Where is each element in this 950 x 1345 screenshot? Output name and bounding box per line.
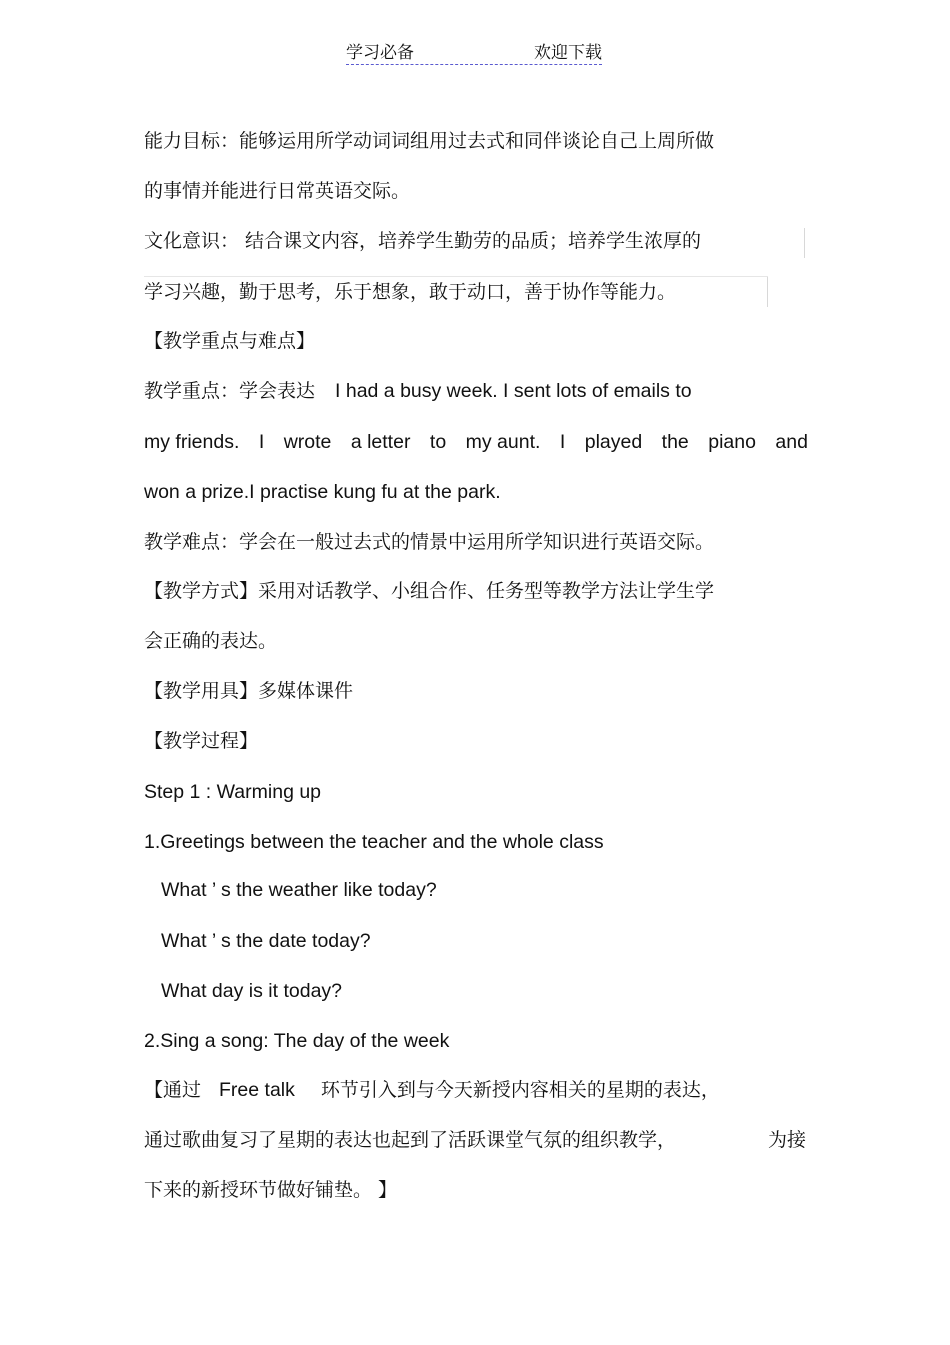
margin-rule xyxy=(804,228,805,258)
key-point-english: I had a busy week. I sent lots of emails to xyxy=(335,380,692,402)
page-header xyxy=(346,42,602,65)
key-point-line-2 xyxy=(144,429,808,455)
word: the xyxy=(661,431,689,453)
key-point-label: 教学重点：学会表达 xyxy=(144,380,316,402)
ability-goal-line-2: 的事情并能进行日常英语交际。 xyxy=(144,180,411,202)
note-open: 【通过 xyxy=(144,1079,202,1101)
note-line-3: 下来的新授环节做好铺垫。 】 xyxy=(144,1179,398,1201)
note-text: 环节引入到与今天新授内容相关的星期的表达， xyxy=(320,1079,720,1101)
difficulty-line: 教学难点：学会在一般过去式的情景中运用所学知识进行英语交际。 xyxy=(144,531,715,553)
tools-line: 【教学用具】多媒体课件 xyxy=(144,680,354,702)
margin-rule xyxy=(144,276,768,277)
margin-rule xyxy=(767,277,768,307)
header-left-text: 学习必备 xyxy=(346,43,414,63)
question-day: What day is it today? xyxy=(161,980,343,1002)
note-text: 为接 xyxy=(767,1129,806,1151)
ability-goal-line-1: 能力目标：能够运用所学动词词组用过去式和同伴谈论自己上周所做 xyxy=(144,130,715,152)
note-free-talk: Free talk xyxy=(219,1079,295,1101)
process-heading: 【教学过程】 xyxy=(144,730,259,752)
note-line-2 xyxy=(144,1127,806,1153)
word: played xyxy=(584,431,643,453)
key-point-line-3: won a prize.I practise kung fu at the park. xyxy=(144,481,501,503)
word: and xyxy=(775,431,808,453)
word: wrote xyxy=(283,431,332,453)
key-point-line-1 xyxy=(144,378,692,404)
word: I xyxy=(559,431,566,453)
culture-goal-line-1: 文化意识： 结合课文内容，培养学生勤劳的品质；培养学生浓厚的 xyxy=(144,230,702,252)
word: I xyxy=(258,431,265,453)
word: my aunt. xyxy=(465,431,541,453)
culture-goal-line-2: 学习兴趣，勤于思考，乐于想象，敢于动口，善于协作等能力。 xyxy=(144,281,677,303)
word: to xyxy=(429,431,447,453)
note-text: 通过歌曲复习了星期的表达也起到了活跃课堂气氛的组织教学， xyxy=(144,1129,677,1151)
step-1-heading: Step 1 : Warming up xyxy=(144,781,322,803)
song-line: 2.Sing a song: The day of the week xyxy=(144,1030,450,1052)
note-line-1 xyxy=(144,1077,720,1103)
question-date: What ’ s the date today? xyxy=(161,930,371,952)
focus-heading: 【教学重点与难点】 xyxy=(144,330,316,352)
greetings-line: 1.Greetings between the teacher and the whole class xyxy=(144,831,604,853)
method-line-2: 会正确的表达。 xyxy=(144,630,278,652)
word: a letter xyxy=(350,431,411,453)
header-right-text: 欢迎下载 xyxy=(534,43,602,63)
word: my friends. xyxy=(144,431,240,453)
question-weather: What ’ s the weather like today? xyxy=(161,879,437,901)
method-line-1: 【教学方式】采用对话教学、小组合作、任务型等教学方法让学生学 xyxy=(144,580,715,602)
word: piano xyxy=(708,431,756,453)
